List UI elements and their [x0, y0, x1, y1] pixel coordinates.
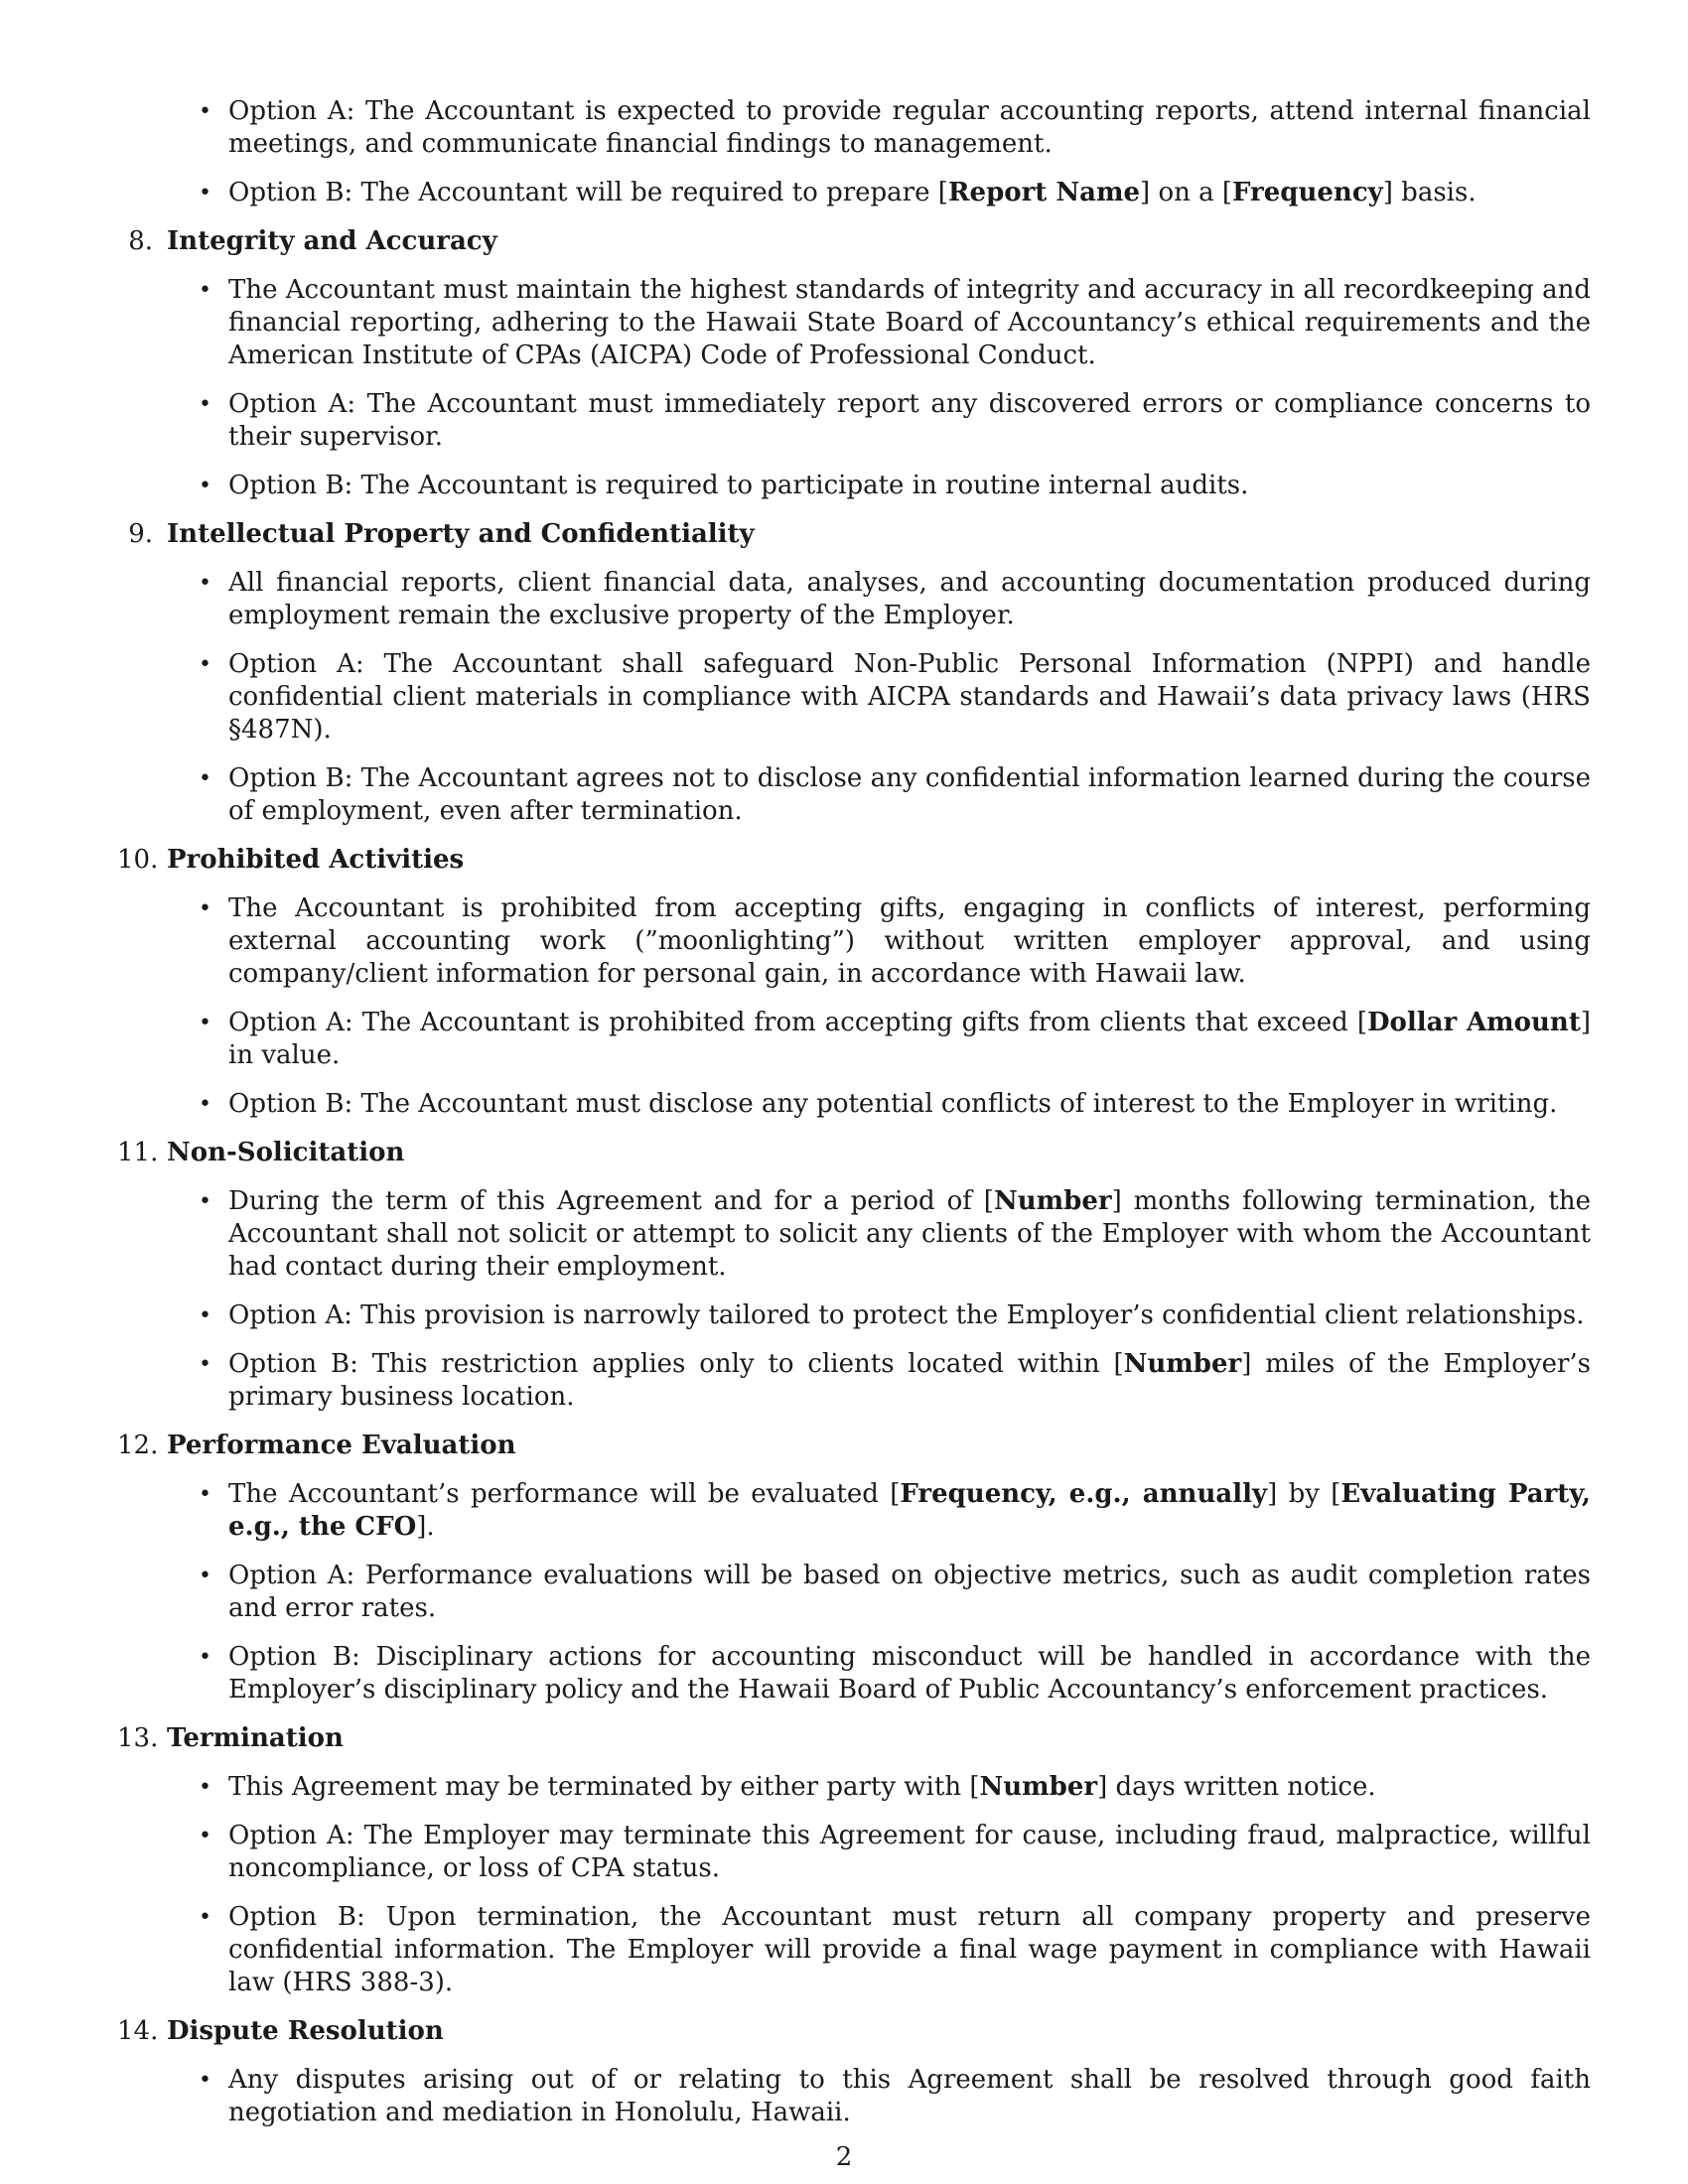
bullet-icon: •: [199, 474, 211, 498]
section-number: 14.: [117, 2016, 159, 2046]
list-item: [117, 1007, 1591, 1072]
item-text: Option B: Upon termination, the Accountant must return all company property and preserve confidential information. The Employer will provide a final wage payment in compliance with Hawaii law (HRS 388-3).: [228, 1902, 1591, 1997]
bullet-icon: •: [199, 1824, 211, 1848]
bullet-icon: •: [199, 1482, 211, 1507]
section-list: [117, 567, 1591, 828]
list-item: [117, 648, 1591, 747]
placeholder-field: Frequency: [1232, 178, 1383, 207]
section-title: Termination: [167, 1723, 344, 1753]
list-item: [117, 1771, 1591, 1804]
section-heading: [117, 1722, 1591, 1755]
section-non-solicitation: [117, 1137, 1591, 1414]
section-prohibited-activities: [117, 844, 1591, 1121]
section-number: 13.: [117, 1723, 159, 1753]
section-heading: [117, 844, 1591, 877]
item-text: Option B: The Accountant will be required to prepare [Report Name] on a [Frequency] basis.: [228, 178, 1477, 207]
list-item: [117, 1560, 1591, 1625]
placeholder-field: Frequency, e.g., annually: [900, 1479, 1268, 1509]
bullet-icon: •: [199, 1352, 211, 1377]
placeholder-field: Number: [993, 1186, 1112, 1216]
list-item: [117, 1348, 1591, 1414]
section-heading: [117, 2015, 1591, 2048]
bullet-icon: •: [199, 1189, 211, 1214]
list-item: [117, 762, 1591, 828]
list-item: [117, 1901, 1591, 1999]
list-item: [117, 1478, 1591, 1544]
list-item: [117, 567, 1591, 632]
section-list: [117, 1771, 1591, 1999]
bullet-icon: •: [199, 896, 211, 921]
item-text: The Accountant must maintain the highest standards of integrity and accuracy in all recordkeeping and financial reporting, adhering to the Hawaii State Board of Accountancy’s ethical requirements and the American Institute of CPAs (AICPA) Code of Professional Conduct.: [228, 275, 1591, 370]
bullet-icon: •: [199, 1303, 211, 1328]
bullet-icon: •: [199, 2068, 211, 2093]
bullet-icon: •: [199, 392, 211, 417]
item-text: Option B: The Accountant must disclose any potential conflicts of interest to the Employer in writing.: [228, 1089, 1558, 1119]
bullet-icon: •: [199, 1092, 211, 1117]
item-text: During the term of this Agreement and for a period of [Number] months following termination, the Accountant shall not solicit or attempt to solicit any clients of the Employer with whom the Accountant had contact during their employment.: [228, 1186, 1592, 1282]
item-text: All financial reports, client financial data, analyses, and accounting documentation produced during employment remain the exclusive property of the Employer.: [228, 568, 1591, 630]
section-list: [117, 892, 1591, 1121]
section-number: 11.: [117, 1138, 159, 1167]
section-number: 8.: [128, 226, 153, 256]
item-text: Option B: The Accountant agrees not to disclose any confidential information learned during the course of employment, even after termination.: [228, 763, 1591, 826]
section-heading: [117, 1430, 1591, 1462]
bullet-icon: •: [199, 1564, 211, 1588]
placeholder-field: Number: [1123, 1349, 1242, 1379]
item-text: Any disputes arising out of or relating to this Agreement shall be resolved through good faith negotiation and mediation in Honolulu, Hawaii.: [228, 2065, 1591, 2127]
list-item: [117, 177, 1591, 209]
list-item: [117, 388, 1591, 454]
list-item: [117, 1185, 1591, 1284]
section-performance-evaluation: [117, 1430, 1591, 1706]
section-heading: [117, 225, 1591, 258]
placeholder-field: Number: [979, 1772, 1098, 1802]
list-item: [117, 892, 1591, 991]
bullet-icon: •: [199, 652, 211, 677]
bullet-icon: •: [199, 1775, 211, 1800]
list-item: [117, 1820, 1591, 1885]
list-item: [117, 2064, 1591, 2129]
section-list: [117, 1185, 1591, 1414]
item-text: Option A: The Accountant is prohibited from accepting gifts from clients that exceed [Dollar Amount] in value.: [228, 1008, 1591, 1070]
bullet-icon: •: [199, 571, 211, 596]
page-number: 2: [835, 2142, 853, 2172]
section-list: [117, 274, 1591, 502]
section-title: Dispute Resolution: [167, 2016, 444, 2046]
section-heading: [117, 1137, 1591, 1169]
section-number: 10.: [117, 845, 159, 875]
list-item: [117, 1299, 1591, 1332]
item-text: Option B: This restriction applies only to clients located within [Number] miles of the Employer’s primary business location.: [228, 1349, 1591, 1412]
list-item: [117, 1641, 1591, 1706]
item-text: Option A: The Employer may terminate this Agreement for cause, including fraud, malpractice, willful noncompliance, or loss of CPA status.: [228, 1821, 1591, 1883]
bullet-icon: •: [199, 1645, 211, 1670]
bullet-icon: •: [199, 181, 211, 205]
bullet-icon: •: [199, 1011, 211, 1035]
continued-list: [117, 95, 1591, 209]
section-title: Prohibited Activities: [167, 845, 465, 875]
item-text: The Accountant’s performance will be evaluated [Frequency, e.g., annually] by [Evaluating Party, e.g., the CFO].: [228, 1479, 1591, 1542]
list-item: [117, 274, 1591, 372]
section-number: 12.: [117, 1431, 159, 1460]
item-text: Option A: The Accountant must immediately report any discovered errors or compliance concerns to their supervisor.: [228, 389, 1591, 452]
section-integrity-and-accuracy: [117, 225, 1591, 502]
section-heading: [117, 518, 1591, 551]
item-text: Option A: This provision is narrowly tailored to protect the Employer’s confidential client relationships.: [228, 1300, 1585, 1330]
item-text: Option A: Performance evaluations will be based on objective metrics, such as audit completion rates and error rates.: [228, 1561, 1591, 1623]
section-intellectual-property: [117, 518, 1591, 828]
continued-section: [117, 95, 1591, 209]
item-text: The Accountant is prohibited from accepting gifts, engaging in conflicts of interest, performing external accounting work (”moonlighting”) without written employer approval, and using company/client information for personal gain, in accordance with Hawaii law.: [228, 893, 1591, 989]
list-item: [117, 470, 1591, 502]
item-text: This Agreement may be terminated by either party with [Number] days written notice.: [228, 1772, 1376, 1802]
bullet-icon: •: [199, 766, 211, 791]
placeholder-field: Report Name: [947, 178, 1141, 207]
placeholder-field: Dollar Amount: [1366, 1008, 1581, 1037]
bullet-icon: •: [199, 1905, 211, 1930]
bullet-icon: •: [199, 278, 211, 303]
item-text: Option B: Disciplinary actions for accounting misconduct will be handled in accordance with the Employer’s disciplinary policy and the Hawaii Board of Public Accountancy’s enforcement practices.: [228, 1642, 1591, 1705]
section-list: [117, 2064, 1591, 2129]
section-termination: [117, 1722, 1591, 1999]
item-text: Option A: The Accountant is expected to provide regular accounting reports, attend internal financial meetings, and communicate financial findings to management.: [228, 96, 1591, 159]
list-item: [117, 1088, 1591, 1121]
section-list: [117, 1478, 1591, 1706]
section-title: Integrity and Accuracy: [167, 226, 497, 256]
bullet-icon: •: [199, 99, 211, 124]
item-text: Option B: The Accountant is required to participate in routine internal audits.: [228, 471, 1249, 500]
section-number: 9.: [128, 519, 153, 549]
section-title: Performance Evaluation: [167, 1431, 516, 1460]
item-text: Option A: The Accountant shall safeguard Non-Public Personal Information (NPPI) and handle confidential client materials in compliance with AICPA standards and Hawaii’s data privacy laws (HRS §487N).: [228, 649, 1591, 745]
list-item: [117, 95, 1591, 161]
section-title: Intellectual Property and Confidentiality: [167, 519, 755, 549]
section-dispute-resolution: [117, 2015, 1591, 2129]
section-title: Non-Solicitation: [167, 1138, 405, 1167]
document-body: [117, 95, 1591, 2129]
placeholder-field: Evaluating Party, e.g., the CFO: [228, 1479, 1591, 1542]
